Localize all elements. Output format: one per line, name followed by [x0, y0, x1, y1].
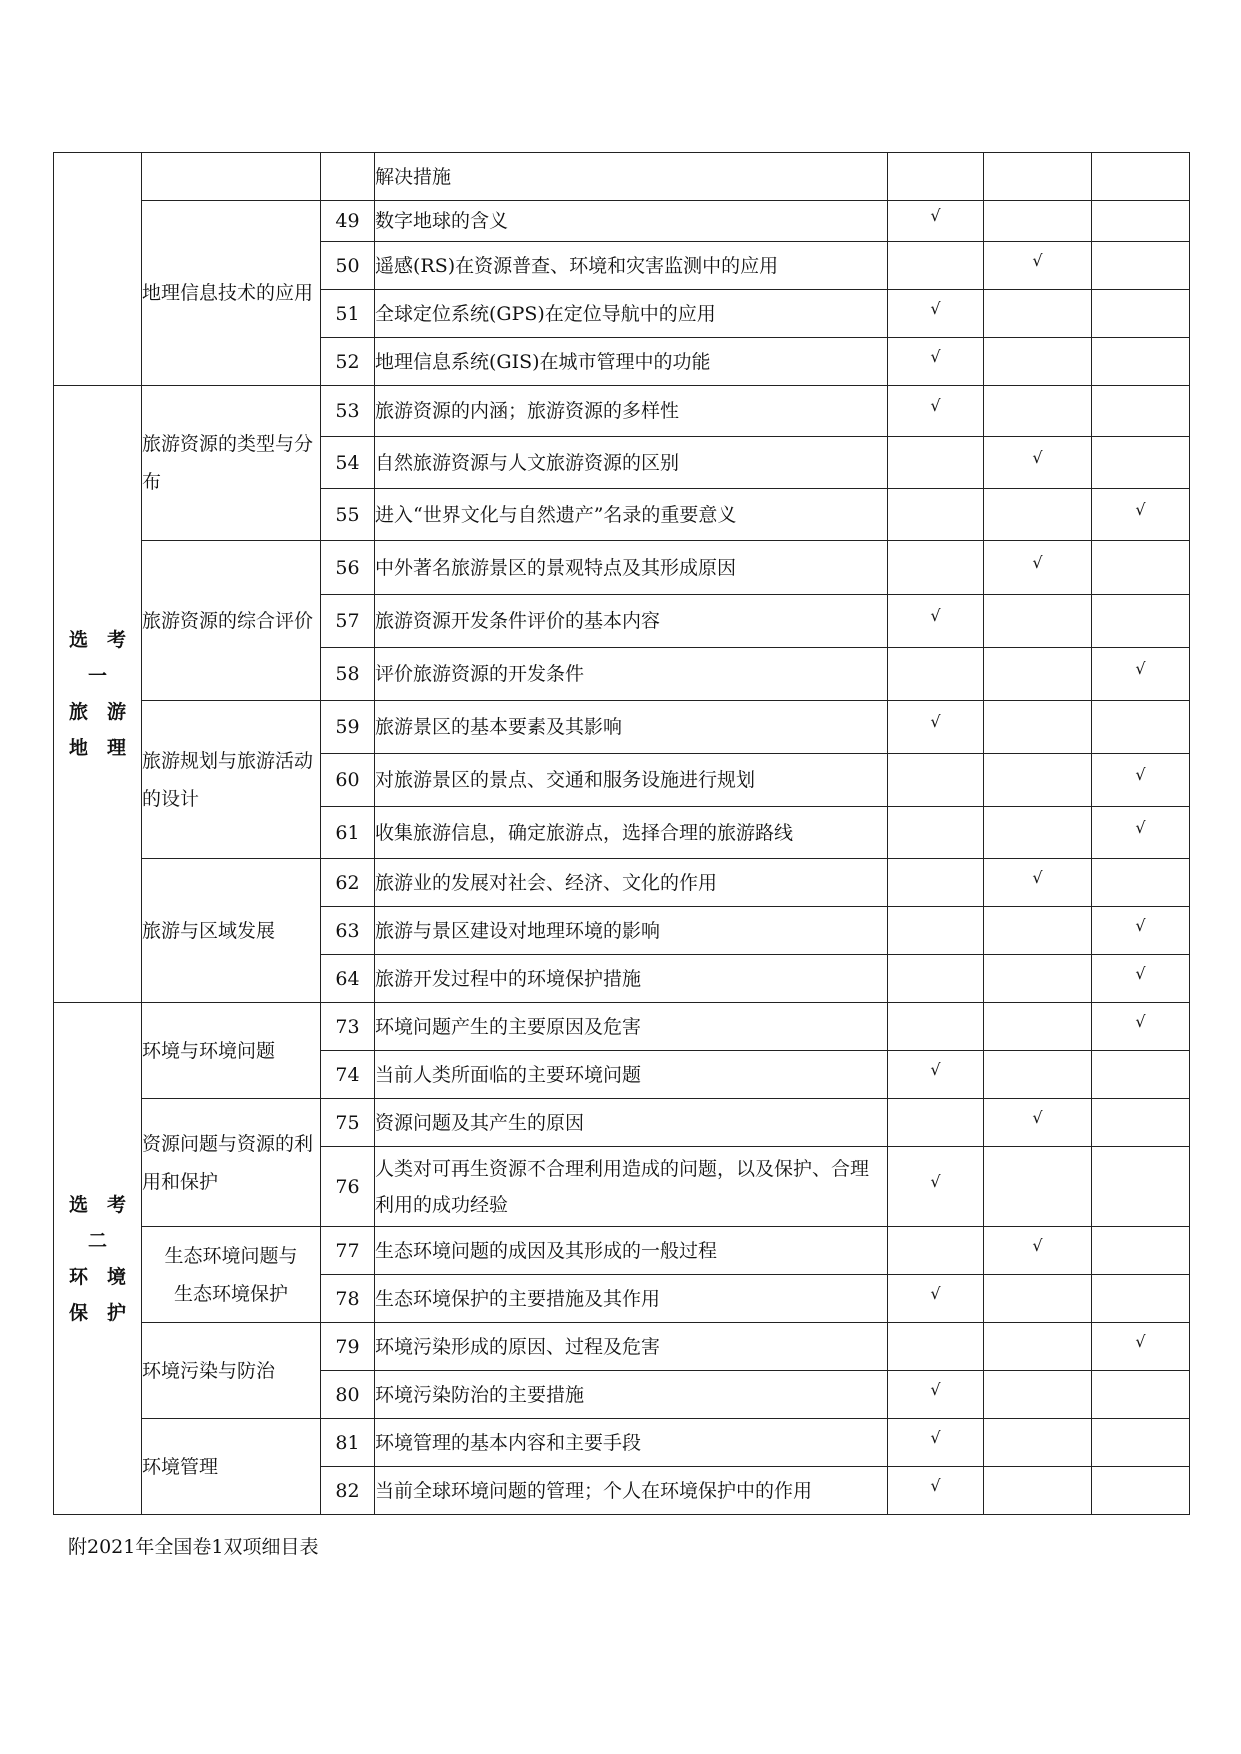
item-number: 82	[321, 1467, 375, 1515]
level-cell-c1	[888, 290, 984, 338]
level-cell-c1	[888, 807, 984, 859]
check-mark-icon: √	[1135, 915, 1146, 935]
item-content: 旅游开发过程中的环境保护措施	[375, 955, 888, 1003]
level-cell-c3	[1092, 153, 1190, 201]
check-mark-icon: √	[1135, 765, 1146, 784]
category-label: 资源问题与资源的利用和保护	[142, 1132, 314, 1193]
level-cell-c3	[1092, 1227, 1190, 1275]
level-cell-c1	[888, 386, 984, 437]
category-cell	[142, 541, 321, 701]
specification-table	[53, 152, 1190, 1515]
section-label-line: 选 考	[68, 1193, 126, 1216]
item-number: 52	[321, 338, 375, 386]
item-number: 49	[321, 201, 375, 242]
level-cell-c1	[888, 1003, 984, 1051]
check-mark-icon: √	[1135, 659, 1146, 678]
item-number: 60	[321, 754, 375, 807]
category-label: 旅游规划与旅游活动的设计	[142, 749, 314, 810]
item-number: 79	[321, 1323, 375, 1371]
level-cell-c2	[984, 955, 1092, 1003]
level-cell-c2	[984, 907, 1092, 955]
level-cell-c1	[888, 754, 984, 807]
category-cell	[142, 701, 321, 859]
table-footnote: 附2021年全国卷1双项细目表	[68, 1536, 319, 1558]
check-mark-icon: √	[1032, 552, 1043, 572]
level-cell-c1	[888, 541, 984, 595]
section-cell	[54, 153, 142, 386]
level-cell-c3	[1092, 489, 1190, 541]
level-cell-c1	[888, 1419, 984, 1467]
level-cell-c3	[1092, 242, 1190, 290]
level-cell-c3	[1092, 955, 1190, 1003]
item-content: 资源问题及其产生的原因	[375, 1099, 888, 1147]
item-content: 当前人类所面临的主要环境问题	[375, 1051, 888, 1099]
category-label: 环境管理	[142, 1455, 219, 1478]
level-cell-c3	[1092, 1467, 1190, 1515]
item-content: 中外著名旅游景区的景观特点及其形成原因	[375, 541, 888, 595]
level-cell-c3	[1092, 754, 1190, 807]
level-cell-c3	[1092, 701, 1190, 754]
level-cell-c3	[1092, 648, 1190, 701]
category-label: 环境污染与防治	[142, 1359, 276, 1382]
level-cell-c3	[1092, 595, 1190, 648]
level-cell-c2	[984, 1147, 1092, 1227]
check-mark-icon: √	[930, 1283, 941, 1303]
level-cell-c3	[1092, 201, 1190, 242]
check-mark-icon: √	[930, 1379, 941, 1399]
item-content: 自然旅游资源与人文旅游资源的区别	[375, 437, 888, 489]
section-label-line: 环 境	[68, 1265, 126, 1288]
level-cell-c2	[984, 754, 1092, 807]
item-content: 生态环境问题的成因及其形成的一般过程	[375, 1227, 888, 1275]
item-content: 人类对可再生资源不合理利用造成的问题，以及保护、合理利用的成功经验	[375, 1147, 888, 1227]
check-mark-icon: √	[930, 298, 941, 318]
section-label-line: 一	[87, 665, 107, 687]
item-number: 64	[321, 955, 375, 1003]
item-number: 58	[321, 648, 375, 701]
level-cell-c1	[888, 437, 984, 489]
item-number: 62	[321, 859, 375, 907]
item-content: 进入“世界文化与自然遗产”名录的重要意义	[375, 489, 888, 541]
level-cell-c1	[888, 648, 984, 701]
section-label-line: 选 考	[68, 629, 126, 651]
level-cell-c2	[984, 648, 1092, 701]
level-cell-c1	[888, 153, 984, 201]
check-mark-icon: √	[930, 1427, 941, 1447]
section-environment	[54, 1003, 142, 1515]
item-number: 61	[321, 807, 375, 859]
level-cell-c2	[984, 701, 1092, 754]
item-content: 当前全球环境问题的管理；个人在环境保护中的作用	[375, 1467, 888, 1515]
level-cell-c2	[984, 153, 1092, 201]
check-mark-icon: √	[930, 1171, 941, 1191]
level-cell-c3	[1092, 541, 1190, 595]
item-content: 环境污染形成的原因、过程及危害	[375, 1323, 888, 1371]
level-cell-c2	[984, 1099, 1092, 1147]
item-number: 57	[321, 595, 375, 648]
item-content: 数字地球的含义	[375, 201, 888, 242]
item-number: 77	[321, 1227, 375, 1275]
check-mark-icon: √	[930, 346, 941, 366]
table-row	[54, 701, 1190, 754]
category-label: 旅游资源的类型与分布	[142, 433, 314, 493]
level-cell-c1	[888, 1467, 984, 1515]
level-cell-c2	[984, 201, 1092, 242]
table-row	[54, 386, 1190, 437]
level-cell-c2	[984, 541, 1092, 595]
item-content: 旅游景区的基本要素及其影响	[375, 701, 888, 754]
category-label: 旅游与区域发展	[142, 919, 276, 942]
table-row	[54, 859, 1190, 907]
item-number: 75	[321, 1099, 375, 1147]
category-cell	[142, 1227, 321, 1323]
item-number: 76	[321, 1147, 375, 1227]
check-mark-icon: √	[930, 396, 941, 415]
section-tourism	[54, 386, 142, 1003]
item-number: 56	[321, 541, 375, 595]
check-mark-icon: √	[930, 712, 941, 731]
level-cell-c3	[1092, 1323, 1190, 1371]
item-content: 环境污染防治的主要措施	[375, 1371, 888, 1419]
item-content: 解决措施	[375, 153, 888, 201]
category-label: 旅游资源的综合评价	[142, 609, 314, 632]
category-label: 环境与环境问题	[142, 1039, 276, 1062]
check-mark-icon: √	[930, 206, 941, 225]
level-cell-c1	[888, 1099, 984, 1147]
section-label-line: 旅 游	[68, 701, 126, 723]
category-cell	[142, 1419, 321, 1515]
table-row	[54, 1419, 1190, 1467]
check-mark-icon: √	[1135, 817, 1146, 837]
check-mark-icon: √	[930, 606, 941, 625]
level-cell-c1	[888, 955, 984, 1003]
level-cell-c3	[1092, 386, 1190, 437]
level-cell-c3	[1092, 1051, 1190, 1099]
category-label-line: 生态环境保护	[173, 1282, 288, 1305]
check-mark-icon: √	[1032, 1235, 1043, 1255]
table-row	[54, 153, 1190, 201]
category-label: 地理信息技术的应用	[142, 282, 314, 304]
item-number: 54	[321, 437, 375, 489]
level-cell-c1	[888, 201, 984, 242]
table-row	[54, 1003, 1190, 1051]
level-cell-c2	[984, 807, 1092, 859]
item-number: 55	[321, 489, 375, 541]
level-cell-c1	[888, 489, 984, 541]
item-number	[321, 153, 375, 201]
level-cell-c3	[1092, 907, 1190, 955]
table-row	[54, 1227, 1190, 1275]
level-cell-c2	[984, 859, 1092, 907]
item-number: 73	[321, 1003, 375, 1051]
item-number: 81	[321, 1419, 375, 1467]
level-cell-c3	[1092, 1275, 1190, 1323]
level-cell-c1	[888, 859, 984, 907]
level-cell-c2	[984, 437, 1092, 489]
item-number: 63	[321, 907, 375, 955]
check-mark-icon: √	[1135, 499, 1146, 519]
level-cell-c3	[1092, 1003, 1190, 1051]
check-mark-icon: √	[930, 1475, 941, 1495]
item-number: 78	[321, 1275, 375, 1323]
check-mark-icon: √	[1032, 250, 1043, 270]
item-content: 收集旅游信息，确定旅游点，选择合理的旅游路线	[375, 807, 888, 859]
check-mark-icon: √	[1135, 1331, 1146, 1351]
level-cell-c2	[984, 595, 1092, 648]
section-label-line: 二	[87, 1229, 107, 1252]
level-cell-c3	[1092, 1419, 1190, 1467]
level-cell-c3	[1092, 1147, 1190, 1227]
level-cell-c1	[888, 595, 984, 648]
item-number: 53	[321, 386, 375, 437]
item-content: 全球定位系统(GPS)在定位导航中的应用	[375, 290, 888, 338]
item-number: 80	[321, 1371, 375, 1419]
category-label-line: 生态环境问题与	[164, 1244, 298, 1267]
item-content: 评价旅游资源的开发条件	[375, 648, 888, 701]
category-cell	[142, 201, 321, 386]
level-cell-c2	[984, 1419, 1092, 1467]
check-mark-icon: √	[1032, 867, 1043, 887]
level-cell-c1	[888, 242, 984, 290]
level-cell-c2	[984, 489, 1092, 541]
level-cell-c1	[888, 1147, 984, 1227]
level-cell-c2	[984, 338, 1092, 386]
check-mark-icon: √	[1135, 963, 1146, 983]
level-cell-c1	[888, 1227, 984, 1275]
item-content: 旅游业的发展对社会、经济、文化的作用	[375, 859, 888, 907]
level-cell-c2	[984, 386, 1092, 437]
table-row	[54, 201, 1190, 242]
item-content: 生态环境保护的主要措施及其作用	[375, 1275, 888, 1323]
item-number: 59	[321, 701, 375, 754]
category-cell	[142, 1323, 321, 1419]
item-content: 对旅游景区的景点、交通和服务设施进行规划	[375, 754, 888, 807]
item-content: 地理信息系统(GIS)在城市管理中的功能	[375, 338, 888, 386]
level-cell-c3	[1092, 1099, 1190, 1147]
check-mark-icon: √	[1032, 1107, 1043, 1127]
item-content: 旅游与景区建设对地理环境的影响	[375, 907, 888, 955]
item-content: 旅游资源开发条件评价的基本内容	[375, 595, 888, 648]
level-cell-c2	[984, 1051, 1092, 1099]
check-mark-icon: √	[930, 1059, 941, 1079]
category-cell	[142, 386, 321, 541]
category-cell	[142, 859, 321, 1003]
level-cell-c2	[984, 1275, 1092, 1323]
check-mark-icon: √	[1032, 447, 1043, 467]
table-row	[54, 1323, 1190, 1371]
level-cell-c3	[1092, 437, 1190, 489]
level-cell-c1	[888, 1323, 984, 1371]
level-cell-c2	[984, 1323, 1092, 1371]
item-content: 遥感(RS)在资源普查、环境和灾害监测中的应用	[375, 242, 888, 290]
level-cell-c3	[1092, 338, 1190, 386]
item-content: 环境问题产生的主要原因及危害	[375, 1003, 888, 1051]
item-number: 50	[321, 242, 375, 290]
level-cell-c1	[888, 1371, 984, 1419]
section-label-line: 地 理	[68, 737, 126, 759]
level-cell-c1	[888, 701, 984, 754]
level-cell-c2	[984, 242, 1092, 290]
section-label-line: 保 护	[68, 1301, 126, 1324]
level-cell-c2	[984, 290, 1092, 338]
level-cell-c1	[888, 1275, 984, 1323]
level-cell-c1	[888, 907, 984, 955]
level-cell-c2	[984, 1227, 1092, 1275]
category-cell	[142, 1099, 321, 1227]
item-content: 旅游资源的内涵；旅游资源的多样性	[375, 386, 888, 437]
level-cell-c3	[1092, 859, 1190, 907]
level-cell-c1	[888, 338, 984, 386]
level-cell-c2	[984, 1003, 1092, 1051]
level-cell-c1	[888, 1051, 984, 1099]
item-number: 74	[321, 1051, 375, 1099]
table-row	[54, 1099, 1190, 1147]
item-content: 环境管理的基本内容和主要手段	[375, 1419, 888, 1467]
category-cell	[142, 153, 321, 201]
level-cell-c3	[1092, 290, 1190, 338]
check-mark-icon: √	[1135, 1011, 1146, 1031]
level-cell-c3	[1092, 807, 1190, 859]
level-cell-c3	[1092, 1371, 1190, 1419]
table-row	[54, 541, 1190, 595]
category-cell	[142, 1003, 321, 1099]
level-cell-c2	[984, 1467, 1092, 1515]
item-number: 51	[321, 290, 375, 338]
level-cell-c2	[984, 1371, 1092, 1419]
